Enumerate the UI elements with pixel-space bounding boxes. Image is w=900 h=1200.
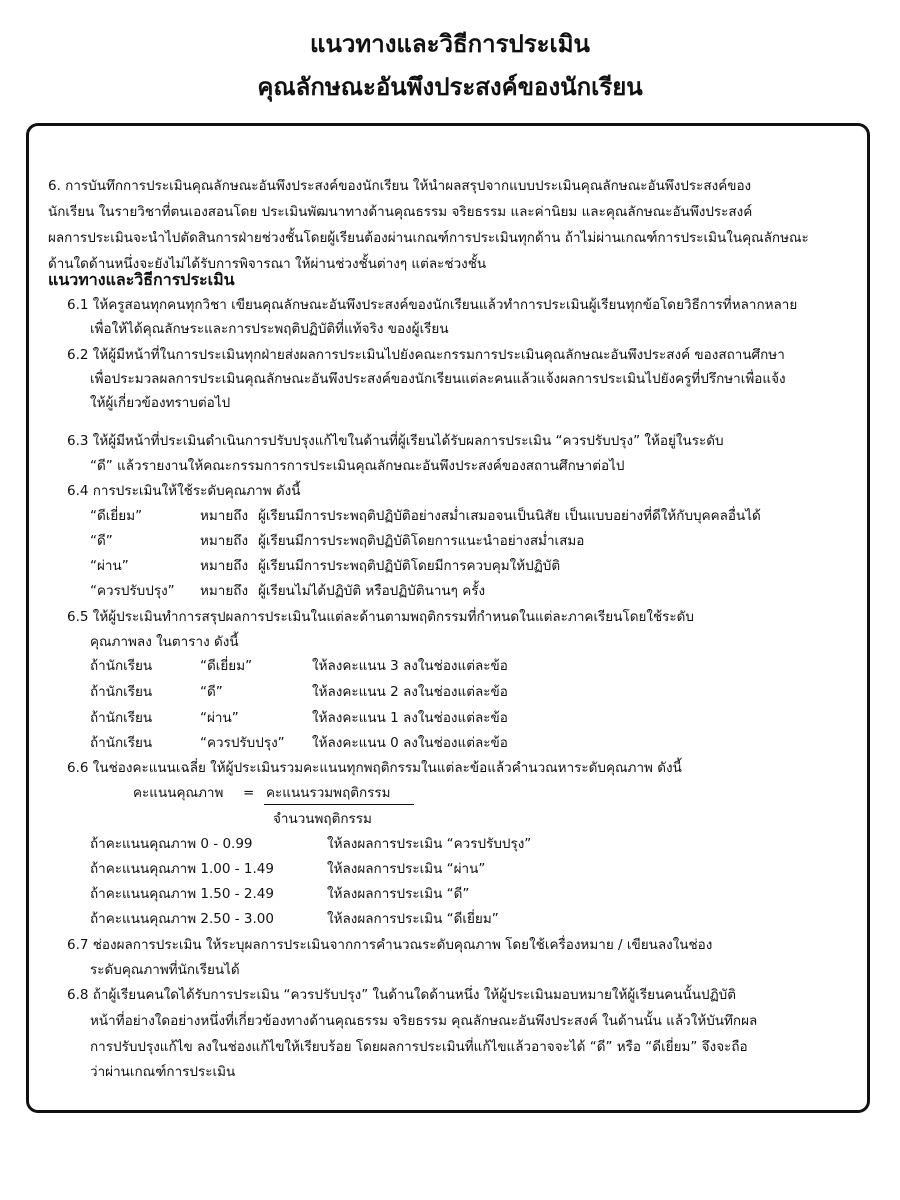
item67-line: ระดับคุณภาพที่นักเรียนได้ (90, 962, 240, 978)
quality-level: “ควรปรับปรุง” (90, 583, 175, 599)
range-result: ให้ลงผลการประเมิน “ดี” (327, 886, 470, 902)
range-label: ถ้าคะแนนคุณภาพ 0 - 0.99 (90, 836, 253, 852)
range-result: ให้ลงผลการประเมิน “ผ่าน” (327, 861, 486, 877)
level-description: ผู้เรียนมีการประพฤติปฏิบัติโดยมีการควบคุมให้ปฏิบัติ (258, 558, 561, 574)
means-label: หมายถึง (200, 533, 249, 549)
item62-line: ให้ผู้เกี่ยวข้องทราบต่อไป (90, 395, 231, 411)
score-if: ถ้านักเรียน (90, 710, 153, 726)
level-description: ผู้เรียนมีการประพฤติปฏิบัติโดยการแนะนำอย่างสม่ำเสมอ (258, 533, 585, 549)
means-label: หมายถึง (200, 508, 249, 524)
score-if: ถ้านักเรียน (90, 684, 153, 700)
item65-intro: คุณภาพลง ในตาราง ดังนี้ (90, 634, 239, 650)
level-description: ผู้เรียนไม่ได้ปฏิบัติ หรือปฏิบัตินานๆ ครั้ง (258, 583, 486, 599)
item68-line: ว่าผ่านเกณฑ์การประเมิน (90, 1064, 236, 1080)
item6-line: นักเรียน ในรายวิชาที่ตนเองสอนโดย ประเมินพัฒนาทางด้านคุณธรรม จริยธรรม และค่านิยม และคุณลักษณะอันพึงประสงค์ (48, 204, 753, 220)
item62-line: 6.2 ให้ผู้มีหน้าที่ในการประเมินทุกฝ่ายส่งผลการประเมินไปยังคณะกรรมการประเมินคุณลักษณะอันพึงประสงค์ ของสถานศึกษา (67, 347, 785, 363)
item6-line: ด้านใดด้านหนึ่งจะยังไม่ได้รับการพิจารณา ให้ผ่านช่วงชั้นต่างๆ แต่ละช่วงชั้น (48, 256, 487, 272)
score-level: “ดี” (200, 684, 223, 700)
score-level: “ดีเยี่ยม” (200, 658, 253, 674)
quality-level: “ผ่าน” (90, 558, 129, 574)
item64-intro: 6.4 การประเมินให้ใช้ระดับคุณภาพ ดังนี้ (67, 483, 301, 499)
document-subtitle: คุณลักษณะอันพึงประสงค์ของนักเรียน (257, 73, 643, 101)
item67-line: 6.7 ช่องผลการประเมิน ให้ระบุผลการประเมินจากการคำนวณระดับคุณภาพ โดยใช้เครื่องหมาย / เขียนลงในช่อง (67, 937, 713, 953)
means-label: หมายถึง (200, 558, 249, 574)
fraction-line (264, 804, 414, 805)
range-result: ให้ลงผลการประเมิน “ควรปรับปรุง” (327, 836, 532, 852)
score-if: ถ้านักเรียน (90, 658, 153, 674)
score-if: ถ้านักเรียน (90, 735, 153, 751)
score-action: ให้ลงคะแนน 3 ลงในช่องแต่ละข้อ (312, 658, 508, 674)
means-label: หมายถึง (200, 583, 249, 599)
formula-numerator: คะแนนรวมพฤติกรรม (266, 785, 391, 801)
item61-line: 6.1 ให้ครูสอนทุกคนทุกวิชา เขียนคุณลักษณะอันพึงประสงค์ของนักเรียนแล้วทำการประเมินผู้เรียนทุกข้อโดยวิธีการที่หลากหลาย (67, 297, 798, 313)
score-action: ให้ลงคะแนน 2 ลงในช่องแต่ละข้อ (312, 684, 508, 700)
item6-line: 6. การบันทึกการประเมินคุณลักษณะอันพึงประสงค์ของนักเรียน ให้นำผลสรุปจากแบบประเมินคุณลักษณะอันพึงประสงค์ของ (48, 178, 752, 194)
item65-intro: 6.5 ให้ผู้ประเมินทำการสรุปผลการประเมินในแต่ละด้านตามพฤติกรรมที่กำหนดในแต่ละภาคเรียนโดยใช้ระดับ (67, 609, 694, 625)
formula-lhs: คะแนนคุณภาพ (133, 785, 224, 801)
score-action: ให้ลงคะแนน 1 ลงในช่องแต่ละข้อ (312, 710, 508, 726)
quality-level: “ดีเยี่ยม” (90, 508, 143, 524)
item63-line: 6.3 ให้ผู้มีหน้าที่ประเมินดำเนินการปรับปรุงแก้ไขในด้านที่ผู้เรียนได้รับผลการประเมิน “ควรปรับปรุง” ให้อยู่ในระดับ (67, 433, 724, 449)
item68-line: 6.8 ถ้าผู้เรียนคนใดได้รับการประเมิน “ควรปรับปรุง” ในด้านใดด้านหนึ่ง ให้ผู้ประเมินมอบหมายให้ผู้เรียนคนนั้นปฏิบัติ (67, 987, 736, 1003)
item63-line: “ดี” แล้วรายงานให้คณะกรรมการการประเมินคุณลักษณะอันพึงประสงค์ของสถานศึกษาต่อไป (90, 458, 625, 474)
document-title: แนวทางและวิธีการประเมิน (310, 30, 590, 58)
formula-denominator: จำนวนพฤติกรรม (273, 811, 372, 827)
score-level: “ผ่าน” (200, 710, 239, 726)
quality-level: “ดี” (90, 533, 113, 549)
section-heading: แนวทางและวิธีการประเมิน (48, 270, 235, 289)
range-label: ถ้าคะแนนคุณภาพ 1.00 - 1.49 (90, 861, 274, 877)
range-label: ถ้าคะแนนคุณภาพ 2.50 - 3.00 (90, 911, 274, 927)
item61-line: เพื่อให้ได้คุณลักษระและการประพฤติปฏิบัติที่แท้จริง ของผู้เรียน (90, 321, 449, 337)
score-action: ให้ลงคะแนน 0 ลงในช่องแต่ละข้อ (312, 735, 508, 751)
item66-intro: 6.6 ในช่องคะแนนเฉลี่ย ให้ผู้ประเมินรวมคะแนนทุกพฤติกรรมในแต่ละข้อแล้วคำนวณหาระดับคุณภาพ ดังนี้ (67, 760, 682, 776)
range-result: ให้ลงผลการประเมิน “ดีเยี่ยม” (327, 911, 499, 927)
item68-line: หน้าที่อย่างใดอย่างหนึ่งที่เกี่ยวข้องทางด้านคุณธรรม จริยธรรม คุณลักษณะอันพึงประสงค์ ในด้านนั้น แล้วให้บันทึกผล (90, 1013, 758, 1029)
level-description: ผู้เรียนมีการประพฤติปฏิบัติอย่างสม่ำเสมอจนเป็นนิสัย เป็นแบบอย่างที่ดีให้กับบุคคลอื่นได้ (258, 508, 761, 524)
formula-equals: = (243, 785, 255, 801)
item6-line: ผลการประเมินจะนำไปตัดสินการฝ่ายช่วงชั้นโดยผู้เรียนต้องผ่านเกณฑ์การประเมินทุกด้าน ถ้าไม่ผ่านเกณฑ์การประเมินในคุณลักษณะ (48, 230, 809, 246)
item68-line: การปรับปรุงแก้ไข ลงในช่องแก้ไขให้เรียบร้อย โดยผลการประเมินที่แก้ไขแล้วอาจจะได้ “ดี” หรือ “ดีเยี่ยม” จึงจะถือ (90, 1039, 748, 1055)
score-level: “ควรปรับปรุง” (200, 735, 285, 751)
item62-line: เพื่อประมวลผลการประเมินคุณลักษณะอันพึงประสงค์ของนักเรียนแต่ละคนแล้วแจ้งผลการประเมินไปยังครูที่ปรึกษาเพื่อแจ้ง (90, 371, 786, 387)
range-label: ถ้าคะแนนคุณภาพ 1.50 - 2.49 (90, 886, 274, 902)
